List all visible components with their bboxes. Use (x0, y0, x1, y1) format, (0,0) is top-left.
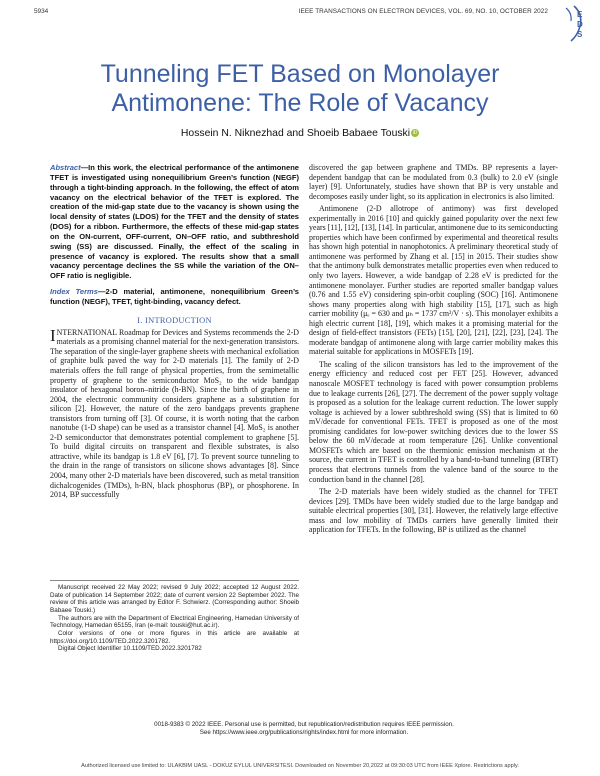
orcid-icon[interactable]: iD (412, 130, 418, 136)
abstract-text: —In this work, the electrical performance of the antimonene TFET is investigated using nonequilibrium Green’s function (NEGF) through a tight-binding approach. In the following, the effect of atom vacancy on the electrical behavior of the TFET is explored. The creation of the mid-gap state due to the vacancy is shown using the local density of states (LDOS) for the TFET and the density of states (DOS) for a ribbon. Furthermore, the effects of these mid-gap states on the ON-current, OFF-current, ON–OFF ratio, and subthreshold swing (SS) are discussed. Finally, the effect of the scaling in presence of vacancy is explored. The results show that a small vacancy percentage declines the SS while the variation of the ON–OFF ratio is negligible. (50, 163, 299, 281)
journal-name: IEEE TRANSACTIONS ON ELECTRON DEVICES, VOL. 69, NO. 10, OCTOBER 2022 (298, 8, 548, 15)
footnote-doi: Digital Object Identifier 10.1109/TED.2022.3201782 (58, 645, 202, 653)
author-line (50, 128, 550, 139)
footnote-manuscript: Manuscript received 22 May 2022; revised 9 July 2022; accepted 12 August 2022. Date of publication 14 September 2022; date of current version 22 September 2022. The review of this article was arranged by Editor F. Schwierz. (Corresponding author: Shoeib Babaee Touski.) (50, 584, 299, 614)
intro-text: NTERNATIONAL Roadmap for Devices and Systems recommends the 2-D materials as a promising channel material for the next-generation transistors. The separation of the single-layer graphene sheets with mechanical exfoliation of graphite bulk paved the way for 2-D materials [1]. The family of 2-D materials offers the full range of physical properties, from the semimetallic property of graphene to the semiconductor MoS₂ to the wide bandgap insulator of hexagonal boron–nitride (h-BN). Since the birth of graphene in 2004, the electronic community considers graphene as a substitution for silicon [2]. However, the nature of the zero bandgaps prevents graphene transistors from turning off [3]. Of course, it is worth noting that the carbon nanotube (1-D shape) can be used as a transistor channel [4]. MoS₂ is another 2-D semiconductor that demonstrates potential complement to graphene [5]. To build digital circuits on transparent and flexible substrates, is also attractive, while its bandgap is 1.8 eV [6], [7]. To prevent source tunneling to the drain in the range of transistors on silicone shows advantages [8]. Since 2004, many other 2-D materials have been discovered, such as metal transition dichalcogenides (TMDs), h-BN, black phosphorus (BP), or phosphorene. In 2014, BP successfully (50, 327, 299, 500)
svg-text:S: S (577, 30, 583, 39)
index-terms-label: Index Terms (50, 287, 98, 297)
article-title (50, 60, 550, 118)
page-number: 5934 (34, 8, 49, 15)
abstract-label: Abstract (50, 163, 81, 172)
paragraph-continued: discovered the gap between graphene and TMDs. BP represents a layer-dependent bandgap that can be modulated from 0.3 (bulk) to 2.0 eV (single layer) [9]. Unfortunately, studies have shown that BP is very unstable and decomposes easily under light, so its application in electronics is also limited. (309, 163, 558, 201)
section-heading: I. INTRODUCTION (137, 315, 212, 325)
license-footer: Authorized licensed use limited to: ULAKBIM UASL - DOKUZ EYLUL UNIVERSITESI. Downloaded on November 20,2022 at 09:30:03 UTC from IEEE Xplore. Restrictions apply. (81, 763, 519, 769)
running-header (34, 8, 548, 18)
copyright-notice (50, 721, 558, 737)
left-column (50, 163, 299, 500)
copyright-line-2[interactable]: See https://www.ieee.org/publications/rights/index.html for more information. (199, 729, 409, 736)
footnote-rule (50, 580, 299, 581)
footnote-color-versions: Color versions of one or more figures in this article are available at https://doi.org/10.1109/TED.2022.3201782. (50, 629, 299, 645)
svg-text:E: E (577, 10, 583, 19)
authors: Hossein N. Niknezhad and Shoeib Babaee Touski (180, 128, 411, 139)
title-line-2: Antimonene: The Role of Vacancy (111, 89, 489, 117)
paragraph-2d-materials: The 2-D materials have been widely studied as the channel for TFET devices [29]. TMDs have been widely studied due to the large bandgap and suitable electrical properties [30], [31]. However, the relatively large effective mass and low mobility of TMDs carriers have generally limited their application for TFETs. In the following, BP is utilized as the channel (309, 487, 558, 535)
intro-paragraph (50, 325, 299, 500)
eds-logo-icon (552, 3, 586, 45)
index-terms (50, 287, 299, 307)
index-terms-text: —2-D material, antimonene, nonequilibrium Green’s function (NEGF), TFET, tight-binding, vacancy defect. (50, 287, 299, 306)
svg-text:D: D (577, 20, 583, 29)
right-column (309, 163, 558, 535)
paragraph-scaling: The scaling of the silicon transistors has led to the improvement of the energy efficiency and reduced cost per FET [25]. However, advanced nanoscale MOSFET technology is faced with power consumption problems due to leakage currents [26], [27]. The decrement of the power supply voltage is proposed as a solution for the leakage current reduction. The lower supply voltage is achieved by a lower subthreshold swing (SS) that is limited to 60 mV/decade for conventional FETs. TFET is proposed as one of the most promising candidates for low-power switching devices due to the lower SS below the 60 mV/decade at room temperature [26]. Unlike conventional MOSFETs which are based on the thermionic emission mechanism at the source, the current in TFET is controlled by a band-to-band tunneling (BTBT) process that electrons tunnels from the valence band of the source to the conduction band in the channel [28]. (309, 359, 558, 484)
title-line-1: Tunneling FET Based on Monolayer (100, 60, 500, 88)
paragraph-antimonene: Antimonene (2-D allotrope of antimony) was first developed experimentally in 2016 [10] and quickly gained popularity over the next few years [11], [12], [13], [14]. In particular, antimonene due to its semiconducting properties which have been confirmed by experimental and theoretical results has shown high potential in nanophotonics. A preliminary theoretical study of antimonene was performed by Zhang et al. [15] in 2015. Their studies show that the antimony bulk demonstrates metallic properties even when reduced to only two layers. However, a wide bandgap of 2.28 eV is predicted for the antimonene monolayer. Further studies are reported smaller bandgap values (0.76 and 1.55 eV) considering spin-orbit coupling (SOC) [16]. Antimonene shows many properties along with high stability [15], [17], such as high carrier mobility (μₑ = 630 and μₕ = 1737 cm²/V · s). This monolayer exhibits a high electric current [18], [19], which makes it a promising material for the design of field-effect transistors (FETs) [15], [20], [21], [22], [23], [24]. The moderate bandgap of antimonene along with large carrier mobility makes this material suitable for applications in MOSFETs [19]. (309, 204, 558, 357)
footnotes (50, 580, 299, 653)
abstract (50, 163, 299, 281)
footnote-affiliation: The authors are with the Department of Electrical Engineering, Hamedan University of Technology, Hamedan 65155, Iran (e-mail: touski@hut.ac.ir). (50, 614, 299, 630)
copyright-line-1: 0018-9383 © 2022 IEEE. Personal use is permitted, but republication/redistribution requires IEEE permission. (154, 721, 454, 728)
drop-cap: I (50, 325, 56, 345)
